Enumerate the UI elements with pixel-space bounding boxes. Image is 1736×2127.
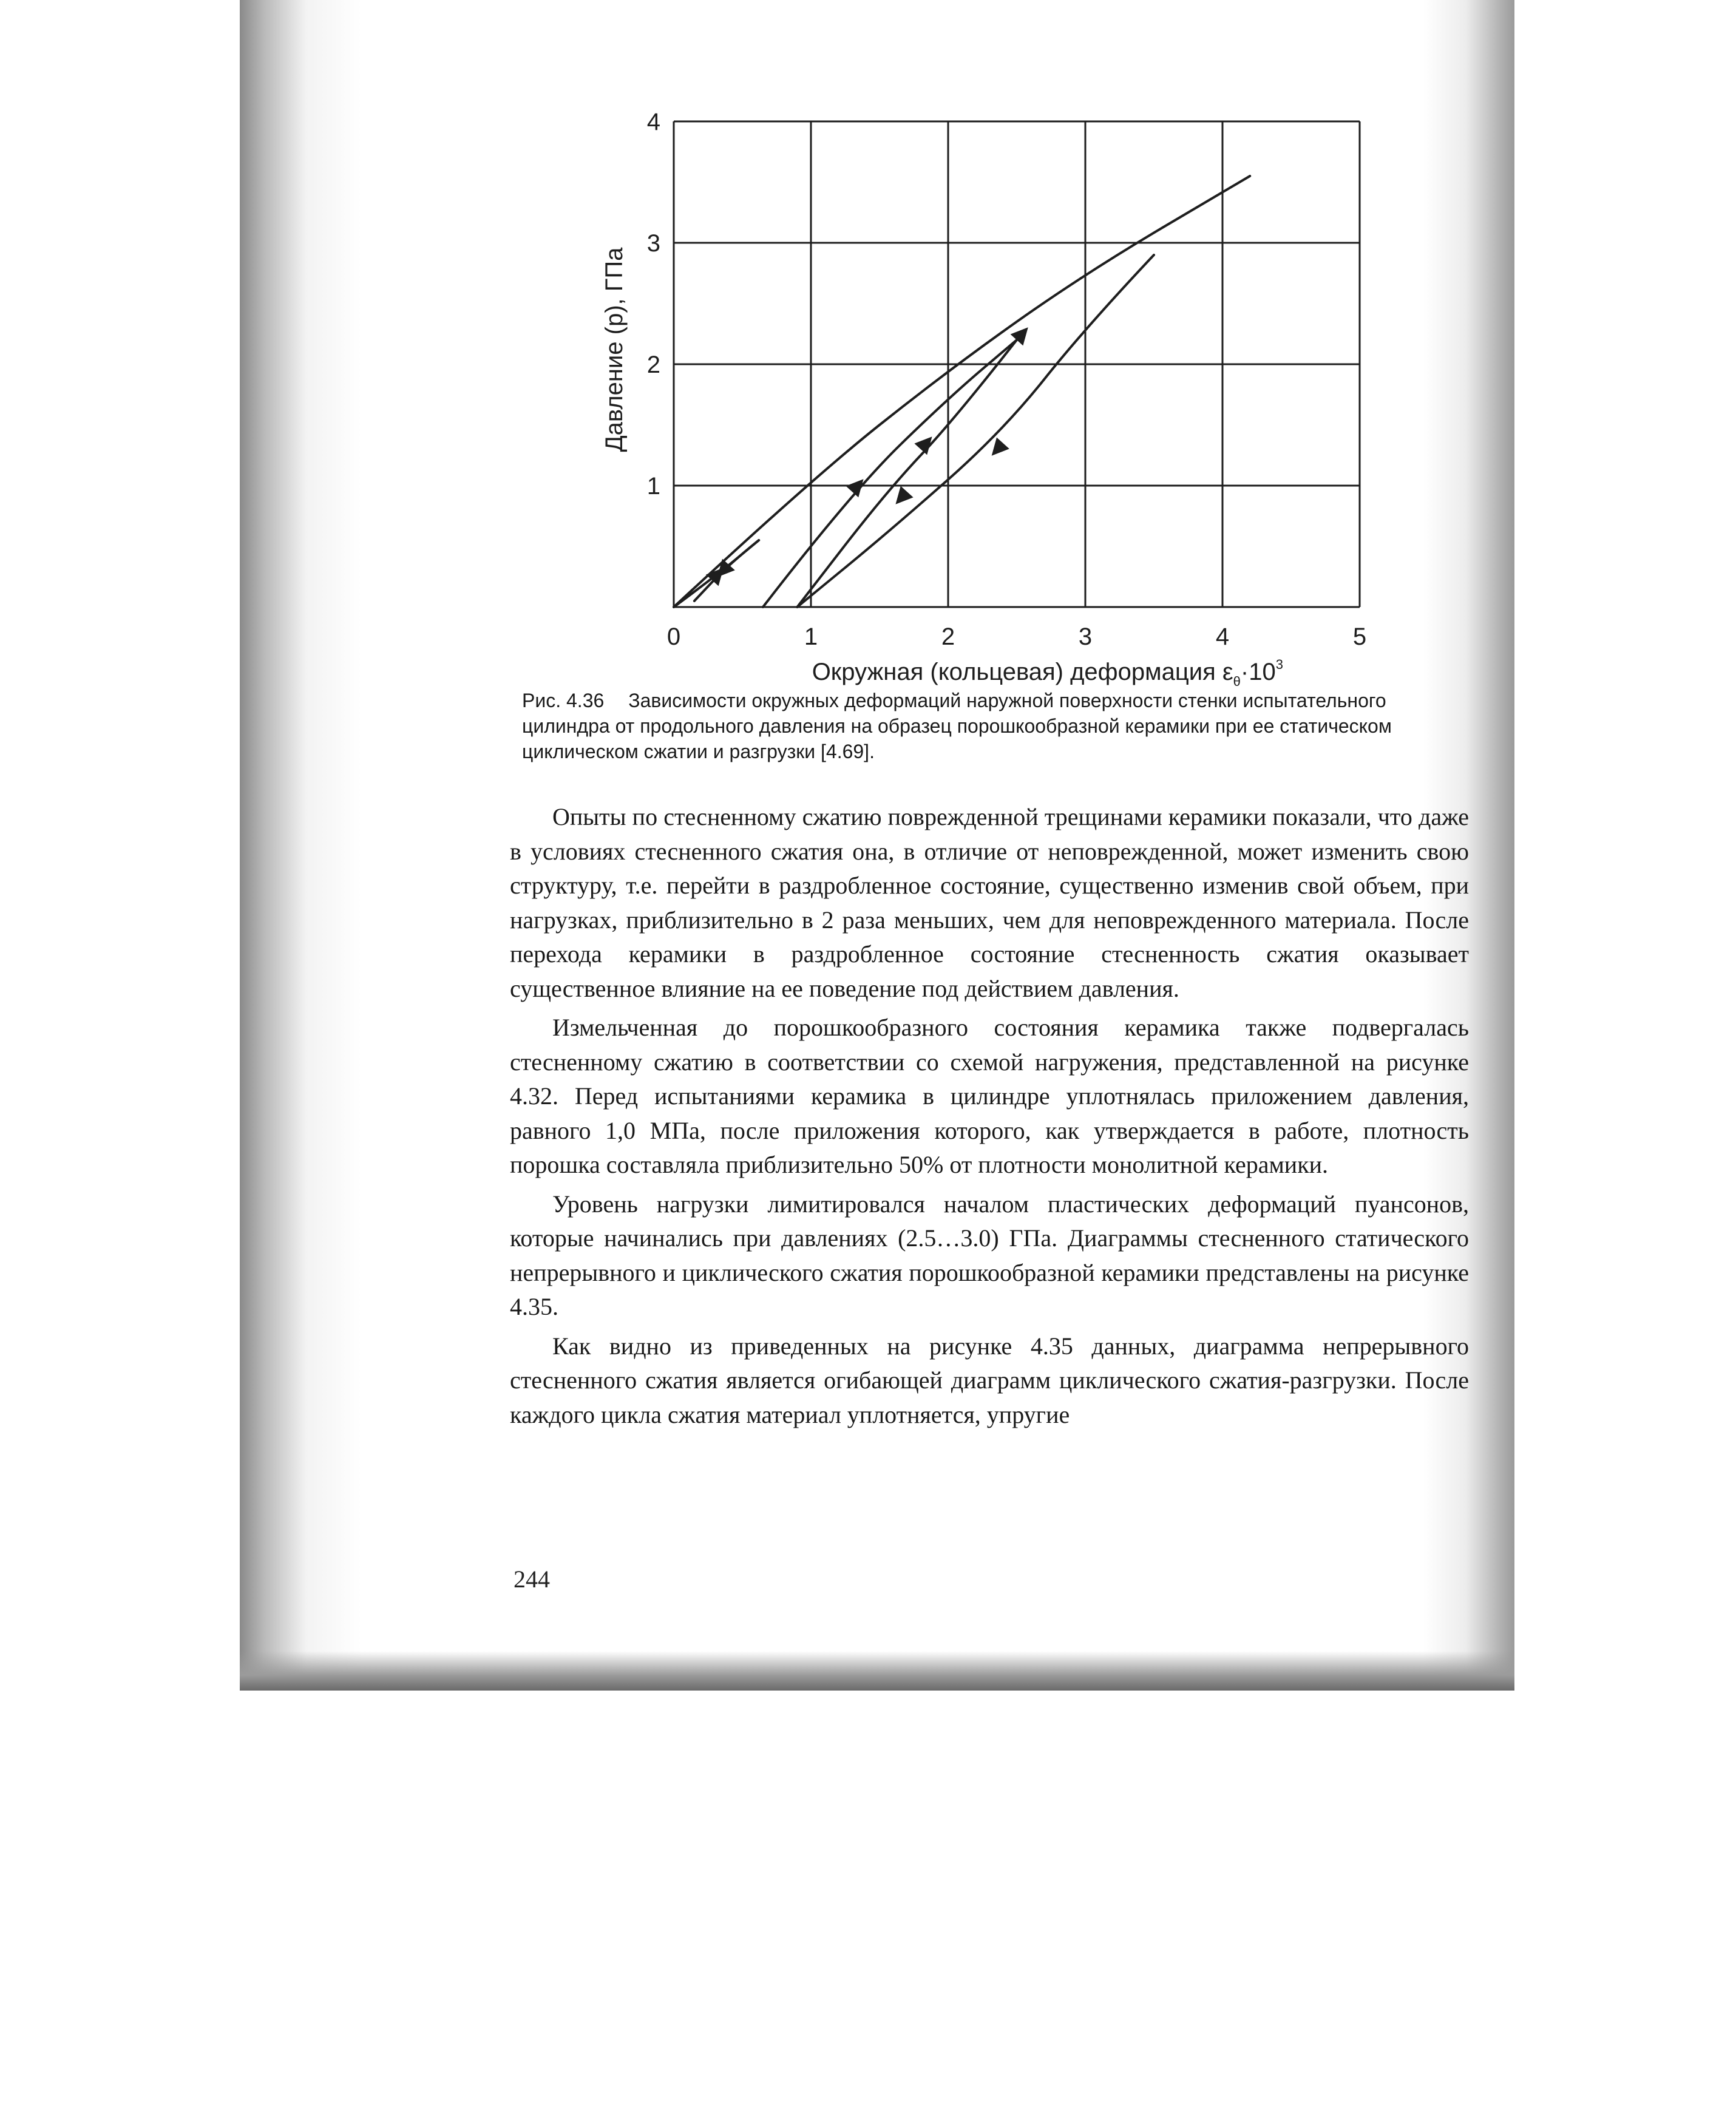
series-loop2-unload [797, 340, 1017, 607]
caption-number: Рис. 4.36 [522, 690, 605, 711]
x-tick-label: 0 [666, 623, 681, 650]
paragraph-1: Опыты по стесненному сжатию поврежденной трещинами керамики показали, что даже в условиях стесненного сжатия она, в отличие от неповрежденной, может изменить свою структуру, т.е. перейти в раздробленное состояние, существенно изменив свой объем, при нагрузках, приблизительно в 2 раза меньших, чем для неповрежденного материала. После перехода керамики в раздробленное состояние стесненность сжатия оказывает существенное влияние на ее поведение под действием давления. [510, 803, 1469, 1002]
x-tick-label: 4 [1215, 623, 1230, 650]
y-axis-label: Давление (p), ГПа [601, 247, 628, 452]
paragraph-3: Уровень нагрузки лимитировался началом пластических деформаций пуансонов, которые начинались при давлениях (2.5…3.0) ГПа. Диаграммы стесненного статического непрерывного и циклического сжатия порошкообразной керамики представлены на рисунке 4.35. [510, 1190, 1469, 1320]
y-tick-label: 1 [646, 473, 660, 500]
y-tick-label: 3 [646, 230, 660, 257]
series-loop3-unload [797, 255, 1154, 607]
scan-bottom-edge [240, 1651, 1514, 1691]
x-tick-label: 3 [1078, 623, 1093, 650]
body-text [510, 800, 1469, 1437]
arrow-marker [889, 486, 914, 511]
x-tick-label: 2 [941, 623, 955, 650]
y-tick-label: 2 [646, 351, 660, 378]
arrow-marker [914, 431, 938, 455]
paragraph-2: Измельченная до порошкообразного состояния керамика также подвергалась стесненному сжатию в соответствии со схемой нагружения, представленной на рисунке 4.32. Перед испытаниями керамика в цилиндре уплотнялась приложением давления, равного 1,0 МПа, после приложения которого, как утверждается в работе, плотность порошка составляла приблизительно 50% от плотности монолитной керамики. [510, 1014, 1469, 1178]
book-page [364, 0, 1487, 1651]
chart [595, 91, 1736, 689]
figure-4-36 [595, 91, 1736, 689]
x-tick-label: 1 [804, 623, 818, 650]
figure-caption [522, 688, 1457, 764]
series-loop2-load [763, 340, 1017, 607]
caption-text: Зависимости окружных деформаций наружной поверхности стенки испытательного цилиндра от продольного давления на образец порошкообразной керамики при ее статическом циклическом сжатии и разгрузки [4.69]. [522, 690, 1392, 762]
page-number: 244 [514, 1566, 550, 1593]
paragraph-4: Как видно из приведенных на рисунке 4.35 данных, диаграмма непрерывного стесненного сжатия является огибающей диаграмм циклического сжатия-разгрузки. После каждого цикла сжатия материал уплотняется, упругие [510, 1332, 1469, 1428]
x-tick-label: 5 [1352, 623, 1367, 650]
y-tick-label: 4 [646, 109, 660, 135]
x-axis-label: Окружная (кольцевая) деформация $\varepsilon_\theta\cdot 10^3$ [812, 657, 1283, 689]
series-envelope [674, 176, 1250, 607]
